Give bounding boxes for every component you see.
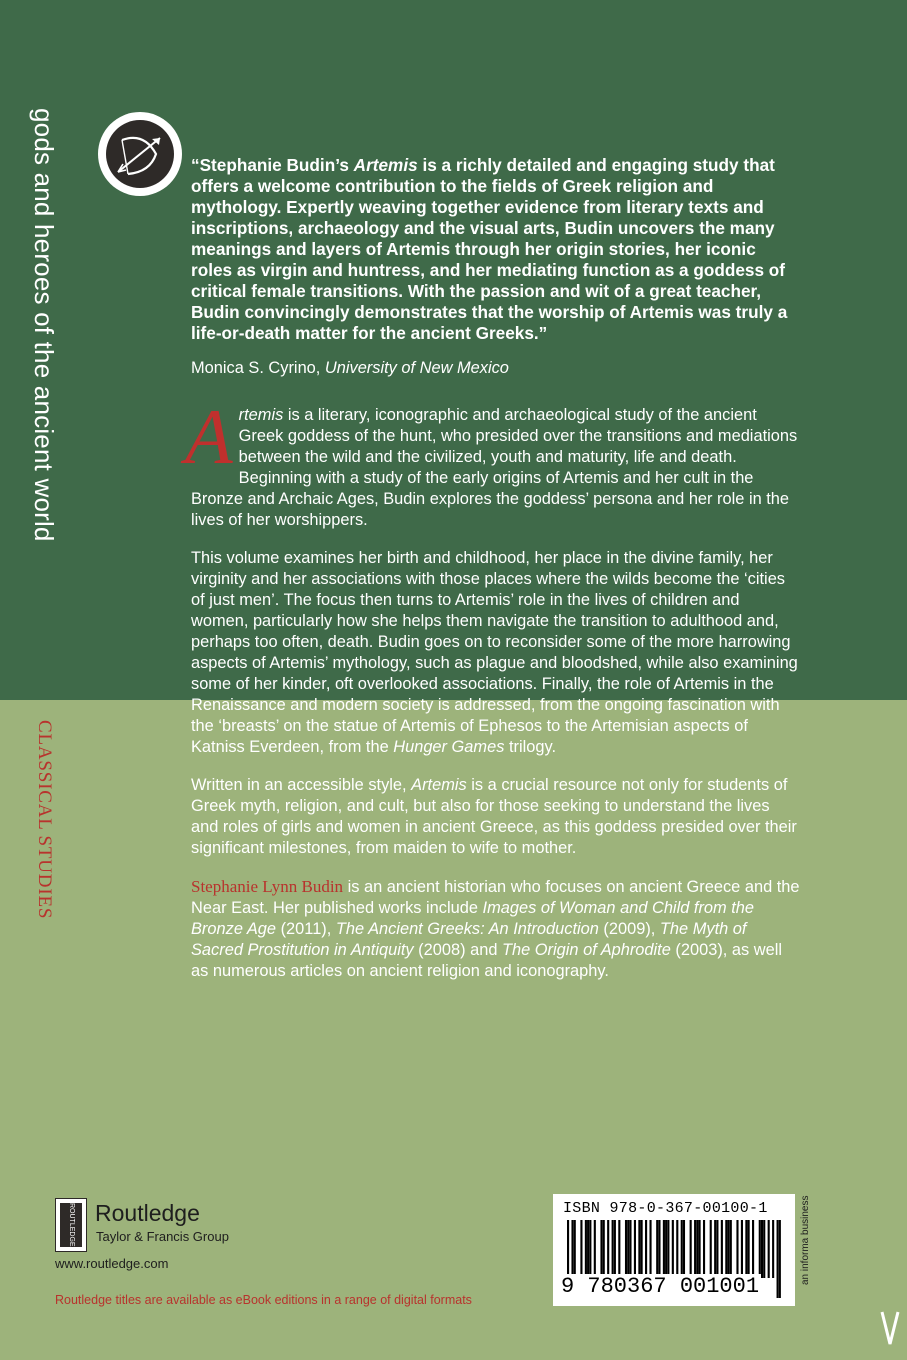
barcode-bar (663, 1220, 665, 1278)
back-cover-content (185, 155, 801, 982)
bio-work-4: The Origin of Aphrodite (502, 941, 671, 959)
barcode-bar (721, 1220, 723, 1278)
barcode-bar (649, 1220, 651, 1278)
attribution-name: Monica S. Cyrino, (191, 359, 325, 377)
barcode-bar (607, 1220, 609, 1278)
bow-and-arrow-icon (98, 112, 182, 196)
barcode-bar (638, 1220, 640, 1278)
routledge-mark-text: ROUTLEDGE (60, 1203, 82, 1247)
barcode-bar (714, 1220, 716, 1278)
bio-text-1: is an ancient historian who focuses on ancient Greece and the Near East. Her published works include (191, 878, 800, 917)
volume-text-end: trilogy. (504, 738, 557, 756)
intro-book-title: rtemis (238, 406, 284, 424)
publisher-group: Taylor & Francis Group (96, 1229, 229, 1244)
volume-paragraph (191, 548, 801, 758)
barcode-bar (699, 1220, 701, 1278)
barcode-bar (618, 1220, 620, 1278)
barcode-bar (681, 1220, 683, 1278)
bio-text-5: (2003), as well as numerous articles on ancient religion and iconography. (191, 941, 783, 980)
drop-cap: A (185, 393, 233, 480)
barcode-bar (730, 1220, 732, 1278)
quote-text-2: is a richly detailed and engaging study that offers a welcome contribution to the fields of Greek religion and mythology. Expertly weaving together evidence from literary texts and inscriptions, archaeology and the visual arts, Budin uncovers the many meanings and layers of Artemis through her origin stories, her iconic roles as virgin and huntress, and her mediating function as a goddess of critical female transitions. With the passion and wit of a great teacher, Budin convincingly demonstrates that the worship of Artemis was truly a life-or-death matter for the ancient Greeks.” (191, 155, 788, 343)
author-bio (191, 876, 801, 982)
barcode-bar (645, 1220, 647, 1278)
style-paragraph (191, 775, 801, 859)
barcode-bar (777, 1220, 779, 1298)
subject-label: CLASSICAL STUDIES (34, 720, 55, 920)
barcode-bar (665, 1220, 667, 1278)
barcode-bar (587, 1220, 589, 1278)
volume-italic-title: Hunger Games (393, 738, 505, 756)
barcode-bar (594, 1220, 596, 1278)
barcode-bar (696, 1220, 698, 1278)
barcode-bar (614, 1220, 616, 1278)
intro-paragraph (185, 393, 801, 531)
barcode-bar (589, 1220, 591, 1278)
quote-attribution (191, 358, 801, 379)
barcode-bar (600, 1220, 602, 1278)
barcode-bar (763, 1220, 765, 1278)
barcode-bar (728, 1220, 730, 1278)
style-text-before: Written in an accessible style, (191, 776, 412, 794)
publisher-url[interactable]: www.routledge.com (55, 1256, 169, 1271)
style-text-after: is a crucial resource not only for students of Greek myth, religion, and cult, but also for those seeking to understand the lives and roles of girls and women in ancient Greece, as this goddess presided over their significant milestones, from maiden to wife to mother. (191, 776, 797, 857)
publisher-logo (55, 1198, 255, 1258)
bio-text-2: (2011), (276, 920, 336, 938)
barcode-bar (634, 1220, 636, 1278)
bio-text-3: (2009), (598, 920, 660, 938)
barcode-bar (748, 1220, 750, 1278)
isbn-barcode (553, 1194, 795, 1306)
barcode-bar (585, 1220, 587, 1278)
barcode-bar (641, 1220, 643, 1278)
informa-label: an informa business (800, 1196, 811, 1286)
barcode-bar (625, 1220, 627, 1278)
barcode-bar (658, 1220, 660, 1278)
author-name: Stephanie Lynn Budin (191, 877, 344, 896)
series-emblem (98, 112, 182, 196)
barcode-bar (736, 1220, 738, 1278)
barcode-bar (603, 1220, 605, 1278)
barcode-bar (690, 1220, 692, 1278)
barcode-bar (574, 1220, 576, 1278)
barcode-bar (710, 1220, 712, 1278)
routledge-mark (55, 1198, 87, 1252)
barcode-bar (745, 1220, 747, 1278)
ebook-note: Routledge titles are available as eBook editions in a range of digital formats (55, 1293, 472, 1307)
intro-text: is a literary, iconographic and archaeological study of the ancient Greek goddess of the hunt, who presided over the transitions and mediations between the wild and the civilized, youth and maturity, life and death. Beginning with a study of the early origins of Artemis and her cult in the Bronze and Archaic Ages, Budin explores the goddess’ persona and her role in the lives of her worshippers. (191, 406, 798, 529)
barcode-bar (667, 1220, 669, 1278)
barcode-bar (703, 1220, 705, 1278)
barcode-bar (580, 1220, 582, 1278)
isbn-label: ISBN 978-0-367-00100-1 (563, 1200, 768, 1217)
style-book-title: Artemis (411, 776, 467, 794)
barcode-bar (761, 1220, 763, 1278)
series-title: gods and heroes of the ancient world (29, 108, 59, 542)
barcode-bar (725, 1220, 727, 1278)
barcode-digits: 9 780367 001001 (561, 1274, 760, 1299)
bio-work-2: The Ancient Greeks: An Introduction (335, 920, 599, 938)
endorsement-quote (191, 155, 801, 344)
attribution-affiliation: University of New Mexico (324, 359, 509, 377)
barcode-bar (752, 1220, 754, 1278)
barcode-bar (612, 1220, 614, 1278)
barcode-bar (768, 1220, 770, 1278)
barcode-bar (779, 1220, 781, 1298)
quote-book-title: Artemis (353, 155, 418, 175)
barcode-bar (694, 1220, 696, 1278)
barcode-bar (683, 1220, 685, 1278)
bio-text-4: (2008) and (413, 941, 502, 959)
barcode-bar (759, 1220, 761, 1278)
barcode-bar (627, 1220, 629, 1278)
barcode-bar (772, 1220, 774, 1278)
quote-text-1: “Stephanie Budin’s (191, 155, 354, 175)
barcode-bar (716, 1220, 718, 1278)
bio-work-3: The Myth of Sacred Prostitution in Antiquity (191, 920, 747, 959)
volume-text: This volume examines her birth and childhood, her place in the divine family, her virginity and her associations with those places where the wilds become the ‘cities of just men’. The focus then turns to Artemis’ role in the lives of children and women, particularly how she helps them navigate the transition to adulthood and, perhaps too often, death. Budin goes on to reconsider some of the more harrowing aspects of Artemis’ mythology, such as plague and bloodshed, while also examining some of her kinder, oft overlooked associations. Finally, the role of Artemis in the Renaissance and modern society is addressed, from the ongoing fascination with the ‘breasts’ on the statue of Artemis of Ephesos to the Artemisian aspects of Katniss Everdeen, from the (191, 549, 798, 756)
barcode-bar (629, 1220, 631, 1278)
bio-work-1: Images of Woman and Child from the Bronze Age (191, 899, 755, 938)
corner-logo-icon (880, 1308, 904, 1348)
barcode-bar (656, 1220, 658, 1278)
barcode-bar (741, 1220, 743, 1278)
publisher-name: Routledge (95, 1200, 200, 1226)
